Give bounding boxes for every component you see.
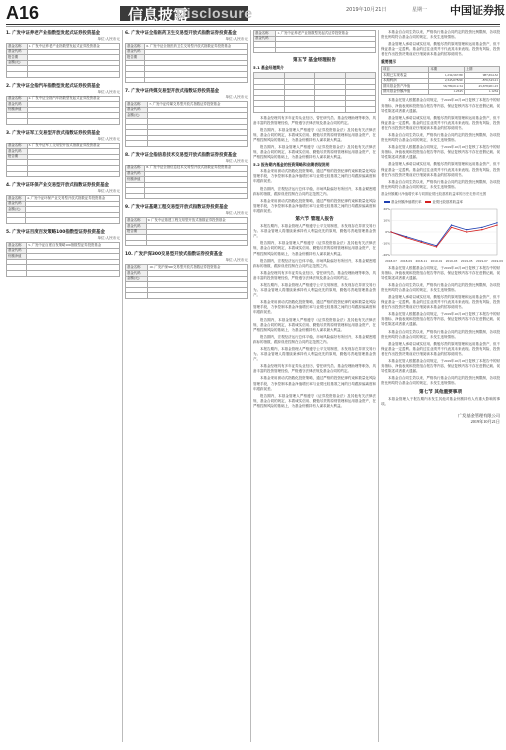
table-cell: 金额(元) (7, 207, 26, 213)
data-point (390, 231, 391, 232)
table-cell: 报告期 (126, 229, 147, 235)
table-row (254, 47, 376, 53)
body-paragraph: 本基金自合同生效以来，严格执行基金合同约定的投资比例限制，各项投资比例均符合基金合同的规定，未发生违规情形。 (381, 179, 500, 189)
table-cell (315, 106, 346, 112)
table-cell: 1. 广发中证养老产业指数型发起式证券投资基金 (27, 44, 119, 50)
fund-block-title: 2. 广发中证全指汽车指数型发起式证券投资基金 (6, 83, 101, 89)
table-cell (7, 218, 26, 224)
table-cell (254, 47, 276, 53)
table-heading: 重要提示 (381, 59, 397, 65)
body-paragraph: 本基金采用被动式指数化投资策略，通过严格的投资纪律约束和数量化风险管理手段，力争控制本基金净值增长率与业绩比较基准之间的日均跟踪偏离度和年跟踪误差。 (253, 198, 376, 213)
data-point (496, 224, 497, 225)
fund-block-unit: 单位:人民币元 (225, 95, 248, 100)
fund-block-title: 4. 广发中证环保产业交易型开放式指数证券投资基金 (6, 183, 109, 189)
x-tick-label: 2018-07 (385, 258, 397, 263)
body-paragraph: 报告期内，宏观经济运行总体平稳，市场风险偏好有所回升，本基金紧密跟踪标的指数，跟踪误差控制在合同约定范围之内。 (253, 334, 376, 344)
fund-block-unit: 单位:人民币元 (97, 136, 120, 141)
body-paragraph: 本基金自合同生效以来，严格执行基金合同约定的投资比例限制，各项投资比例均符合基金合同的规定，未发生违规情形。 (381, 30, 500, 40)
table-cell (7, 271, 27, 277)
table-cell: 2,345,678.90 (429, 78, 464, 84)
fund-block-unit: 单位:人民币元 (225, 158, 248, 163)
page-number: A16 (6, 3, 40, 23)
body-paragraph: 本基金采用被动式指数化投资策略，通过严格的投资纪律约束和数量化风险管理手段，力争控制本基金净值增长率与业绩比较基准之间的日均跟踪偏离度和年跟踪误差。 (253, 300, 376, 315)
x-tick-label: 2019-05 (460, 258, 473, 263)
fund-table (125, 165, 248, 200)
x-tick-label: 2018-11 (415, 258, 428, 263)
fund-block-unit: 单位:人民币元 (225, 258, 248, 263)
data-point (481, 226, 482, 227)
table-cell (7, 118, 28, 124)
subsection-heading: 5.2 报告期内基金的投资策略和业绩表现说明 (253, 162, 330, 168)
body-paragraph: 本基金采用被动式指数化投资策略，通过严格的投资纪律约束和数量化风险管理手段，力争控制本基金净值增长率与业绩比较基准之间的日均跟踪偏离度和年跟踪误差。 (253, 169, 376, 184)
body-paragraph: 基金管理人承诺以诚实信用、勤勉尽责的原则管理和运用基金资产，但不保证基金一定盈利。基金的过往业绩并不代表其未来表现。投资有风险，投资者在作出投资决策前应仔细阅读本基金的招募说明书。 (381, 42, 500, 57)
table-cell (126, 293, 148, 299)
table-cell (284, 106, 315, 112)
body-paragraph: 本基金经理具有多年证券从业经历，曾任研究员、基金经理助理等职务，具备丰富的投资管理经验，严格遵守法律法规及基金合同的约定。 (253, 115, 376, 125)
fund-block-title: 1. 广发中证养老产业指数型发起式证券投资基金 (6, 31, 101, 36)
table-cell (126, 77, 145, 83)
fund-table (125, 101, 248, 147)
table-cell: 987,654.32 (464, 73, 499, 79)
body-paragraph: 基金管理人承诺以诚实信用、勤勉尽责的原则管理和运用基金资产，但不保证基金一定盈利。基金的过往业绩并不代表其未来表现。投资有风险，投资者在作出投资决策前应仔细阅读本基金的招募说明书。 (381, 295, 500, 310)
table-cell (254, 106, 285, 112)
table-cell: 10. 广发沪深300交易型开放式指数证券投资基金 (148, 265, 248, 271)
fund-block-title: 6. 广发中证全指医药卫生交易型开放式指数证券投资基金 (125, 31, 237, 36)
fund-table (125, 264, 248, 299)
table-cell: 基金名称 (126, 265, 148, 271)
table-cell: 4. 广发中证环保产业交易型开放式指数证券投资基金 (26, 196, 120, 202)
fund-table (253, 30, 376, 53)
table-cell: 基金名称 (7, 143, 28, 149)
body-paragraph: 报告期内，本基金管理人严格遵守《证券投资基金法》及其他有关法律法规、基金合同的规定，本着诚实信用、勤勉尽责的原则管理和运用基金资产，在严格控制风险的基础上，为基金份额持有人谋求最大利益。 (253, 145, 376, 160)
table-cell: 报告期 (7, 154, 28, 160)
table-row (126, 77, 248, 83)
fund-block-unit: 单位:人民币元 (97, 89, 120, 94)
x-tick-label: 2019-09 (491, 258, 503, 263)
y-tick-label: 20% (383, 206, 390, 211)
table-cell: 基金代码 (126, 49, 145, 55)
chart-caption: 基金份额累计净值增长率与同期业绩比较基准收益率的历史走势对比图 (381, 191, 487, 196)
data-point (451, 226, 452, 227)
body-paragraph: 本基金托管人根据基金合同规定，于2019年10月18日复核了本报告中的财务指标、净值表现和投资组合报告等内容，保证复核内容不存在虚假记载、误导性陈述或者重大遗漏。 (381, 145, 500, 160)
table-cell: 基金代码 (254, 36, 276, 42)
table-cell: 7. 广发中证传媒交易型开放式指数证券投资基金 (148, 102, 248, 108)
body-paragraph: 基金管理人承诺以诚实信用、勤勉尽责的原则管理和运用基金资产，但不保证基金一定盈利。基金的过往业绩并不代表其未来表现。投资有风险，投资者在作出投资决策前应仔细阅读本基金的招募说明书。 (381, 115, 500, 130)
body-paragraph: 报告期内，本基金管理人严格遵守《证券投资基金法》及其他有关法律法规、基金合同的规定，本着诚实信用、勤勉尽责的原则管理和运用基金资产，在严格控制风险的基础上，为基金份额持有人谋求最大利益。 (253, 127, 376, 142)
body-paragraph: 本基金经理具有多年证券从业经历，曾任研究员、基金经理助理等职务，具备丰富的投资管理经验，严格遵守法律法规及基金合同的约定。 (253, 364, 376, 374)
fund-block (6, 83, 120, 125)
table-cell: 份额净值 (7, 254, 27, 260)
table-cell: 8. 广发中证全指信息技术交易型开放式指数证券投资基金 (145, 165, 248, 171)
table-cell: 1,234,567.89 (429, 73, 464, 79)
table-cell: 基金名称 (126, 165, 145, 171)
fund-block (6, 182, 120, 224)
fund-block (6, 30, 120, 78)
x-tick-label: 2018-09 (400, 258, 412, 263)
y-tick-label: 10% (383, 218, 390, 223)
table-cell (145, 77, 248, 83)
signature-org: 广发基金管理有限公司 (458, 412, 500, 418)
body-paragraph: 报告期内，宏观经济运行总体平稳，市场风险偏好有所回升，本基金紧密跟踪标的指数，跟踪误差控制在合同约定范围之内。 (253, 258, 376, 268)
fund-block (125, 251, 248, 299)
body-paragraph: 报告期内，宏观经济运行总体平稳，市场风险偏好有所回升，本基金紧密跟踪标的指数，跟踪误差控制在合同约定范围之内。 (253, 186, 376, 196)
fund-table (125, 43, 248, 83)
legend-label: 业绩比较基准收益率 (432, 199, 463, 204)
table-cell: 56,789,012.34 (429, 84, 464, 90)
data-point (466, 229, 467, 230)
table-cell: 9. 广发中证基建工程交易型开放式指数证券投资基金 (146, 218, 247, 224)
table-cell: 本期利润 (382, 78, 429, 84)
fund-block-title: 7. 广发中证传媒交易型开放式指数证券投资基金 (125, 89, 220, 95)
body-paragraph: 本报告期内，本基金管理人严格遵守公平交易制度，未发现存在异常交易行为。本基金管理人将继续秉承持有人利益优先的原则，勤勉尽责地管理基金资产。 (253, 347, 376, 362)
table-cell: 基金代码 (126, 171, 145, 177)
table-cell: 1.1234 (464, 89, 499, 95)
body-paragraph: 报告期内，本基金管理人严格遵守《证券投资基金法》及其他有关法律法规、基金合同的规定，本着诚实信用、勤勉尽责的原则管理和运用基金资产，在严格控制风险的基础上，为基金份额持有人谋求最大利益。 (253, 317, 376, 332)
table-row (7, 171, 120, 177)
data-point (405, 237, 406, 238)
fund-block (6, 229, 120, 277)
fund-block (125, 204, 248, 246)
table-row (126, 193, 248, 199)
fund-block-unit: 单位:人民币元 (225, 211, 248, 216)
x-tick-label: 2019-03 (445, 258, 458, 263)
table-cell: 期末基金资产净值 (382, 84, 429, 90)
body-paragraph: 本基金托管人根据基金合同规定，于2019年10月18日复核了本报告中的财务指标、净值表现和投资组合报告等内容，保证复核内容不存在虚假记载、误导性陈述或者重大遗漏。 (381, 359, 500, 374)
x-tick-label: 2019-01 (430, 258, 443, 263)
body-paragraph: 本基金自合同生效以来，严格执行基金合同约定的投资比例限制，各项投资比例均符合基金合同的规定，未发生违规情形。 (381, 376, 500, 386)
column-1 (6, 30, 120, 742)
body-paragraph: 报告期内，本基金管理人严格遵守《证券投资基金法》及其他有关法律法规、基金合同的规定，本着诚实信用、勤勉尽责的原则管理和运用基金资产，在严格控制风险的基础上，为基金份额持有人谋求最大利益。 (253, 241, 376, 256)
column-divider (122, 30, 123, 742)
body-paragraph: 本基金自合同生效以来，严格执行基金合同约定的投资比例限制，各项投资比例均符合基金合同的规定，未发生违规情形。 (381, 329, 500, 339)
fund-block-title: 3. 广发中证军工交易型开放式指数证券投资基金 (6, 130, 101, 136)
fund-table (6, 143, 120, 178)
fund-block-unit: 单位:人民币元 (97, 236, 120, 241)
data-point (451, 224, 452, 225)
table-row (7, 218, 120, 224)
table-cell: 基金名称 (7, 44, 28, 50)
table-cell: 基金代码 (7, 248, 27, 254)
table-cell (148, 293, 248, 299)
legend-swatch (384, 201, 390, 203)
table-cell: 报告期 (126, 55, 145, 61)
table-cell: 基金名称 (7, 96, 28, 102)
y-tick-label: -10% (382, 241, 390, 246)
table-cell: 基金名称 (7, 243, 27, 249)
table-row (382, 89, 500, 95)
body-paragraph: 本基金管理人于报告期内未发生其他对基金份额持有人有重大影响的事项。 (381, 396, 500, 406)
masthead-rule-thin (6, 26, 500, 27)
table-cell (27, 71, 119, 77)
fund-block-title: 10. 广发沪深300交易型开放式指数证券投资基金 (125, 252, 223, 258)
table-cell (26, 218, 120, 224)
body-paragraph: 报告期内，本基金管理人严格遵守《证券投资基金法》及其他有关法律法规、基金合同的规定，本着诚实信用、勤勉尽责的原则管理和运用基金资产，在严格控制风险的基础上，为基金份额持有人谋求最大利益。 (253, 393, 376, 408)
table-cell: 期末基金份额净值 (382, 89, 429, 95)
fund-block-title: 8. 广发中证全指信息技术交易型开放式指数证券投资基金 (125, 152, 237, 158)
section-heading: 第七节 其他重要事项 (419, 389, 462, 395)
fund-table (125, 217, 248, 246)
fund-block (125, 88, 248, 147)
fund-table (6, 43, 120, 78)
table-cell: 基金代码 (7, 201, 26, 207)
table-cell (27, 118, 119, 124)
table-row (7, 271, 120, 277)
table-cell: 5. 广发中证百度百发策略100指数型证券投资基金 (27, 243, 120, 249)
table-cell: 份额净值 (126, 177, 145, 183)
table-cell: 金额(元) (126, 113, 148, 119)
table-cell: 本期已实现收益 (382, 73, 429, 79)
table-cell (146, 240, 247, 246)
table-cell: 本期 (429, 67, 464, 73)
table-cell (7, 171, 28, 177)
body-paragraph: 本基金经理具有多年证券从业经历，曾任研究员、基金经理助理等职务，具备丰富的投资管理经验，严格遵守法律法规及基金合同的约定。 (253, 270, 376, 280)
legend-label: 基金份额净值增长率 (391, 199, 422, 204)
body-paragraph: 本基金托管人根据基金合同规定，于2019年10月18日复核了本报告中的财务指标、净值表现和投资组合报告等内容，保证复核内容不存在虚假记载、误导性陈述或者重大遗漏。 (381, 98, 500, 113)
table-cell (145, 193, 248, 199)
table-cell: -876,543.21 (464, 78, 499, 84)
signature-date: 2019年10月21日 (470, 418, 500, 424)
table-row (7, 118, 120, 124)
fund-block-unit: 单位:人民币元 (225, 37, 248, 41)
section-heading: 第五节 基金经理报告 (293, 58, 336, 64)
table-row (126, 293, 248, 299)
table-cell: 基金代码 (7, 102, 28, 108)
issue-date: 2019年10月21日 (346, 7, 387, 13)
table-cell: 基金代码 (126, 224, 147, 230)
table-cell: 6. 广发中证全指医药卫生交易型开放式指数证券投资基金 (145, 44, 248, 50)
table-row (254, 106, 376, 112)
table-cell: 基金代码 (126, 271, 148, 277)
body-paragraph: 本基金采用被动式指数化投资策略，通过严格的投资纪律约束和数量化风险管理手段，力争控制本基金净值增长率与业绩比较基准之间的日均跟踪偏离度和年跟踪误差。 (253, 376, 376, 391)
body-paragraph: 本报告期内，本基金管理人严格遵守公平交易制度，未发现存在异常交易行为。本基金管理人将继续秉承持有人利益优先的原则，勤勉尽责地管理基金资产。 (253, 224, 376, 239)
fund-block-title: 5. 广发中证百度百发策略100指数型证券投资基金 (6, 230, 105, 236)
table-row (126, 141, 248, 147)
data-point (466, 231, 467, 232)
masthead-rule (6, 24, 500, 25)
y-tick-label: 0% (385, 229, 390, 234)
column-divider (378, 30, 379, 742)
table-cell: 基金代码 (126, 107, 148, 113)
table-cell: 上期 (464, 67, 499, 73)
table-cell (148, 141, 248, 147)
table-cell: 2. 广发中证全指汽车指数型发起式证券投资基金 (27, 96, 119, 102)
data-point (481, 229, 482, 230)
fund-block (125, 30, 248, 83)
fund-block-unit: 单位:人民币元 (97, 37, 120, 41)
body-paragraph: 本报告期内，本基金管理人严格遵守公平交易制度，未发现存在异常交易行为。本基金管理人将继续秉承持有人利益优先的原则，勤勉尽责地管理基金资产。 (253, 282, 376, 298)
body-paragraph: 本基金自合同生效以来，严格执行基金合同约定的投资比例限制，各项投资比例均符合基金合同的规定，未发生违规情形。 (381, 133, 500, 143)
table-cell: 基金名称 (7, 196, 26, 202)
table-cell: 1. 广发中证养老产业指数型发起式证券投资基金 (276, 31, 376, 37)
table-cell (345, 106, 376, 112)
fund-block-unit: 单位:人民币元 (97, 189, 120, 194)
issue-day: 星期一 (412, 7, 428, 13)
table-cell (126, 240, 147, 246)
table-row (126, 240, 248, 246)
table-cell: 45,678,901.23 (464, 84, 499, 90)
table-cell: 基金名称 (126, 102, 148, 108)
table-cell: 基金名称 (126, 218, 147, 224)
table-cell: 1.2345 (429, 89, 464, 95)
body-paragraph: 本基金托管人根据基金合同规定，于2019年10月18日复核了本报告中的财务指标、净值表现和投资组合报告等内容，保证复核内容不存在虚假记载、误导性陈述或者重大遗漏。 (381, 265, 500, 280)
subsection-heading: 5.1 基金经理简介 (253, 65, 284, 71)
table-cell: 基金代码 (7, 149, 28, 155)
fund-table (6, 195, 120, 224)
signature-block (381, 413, 500, 425)
table-cell (27, 171, 119, 177)
data-point (421, 241, 422, 242)
column-divider (250, 30, 251, 742)
table-cell: 基金名称 (254, 31, 276, 37)
body-paragraph: 本基金托管人根据基金合同规定，于2019年10月18日复核了本报告中的财务指标、净值表现和投资组合报告等内容，保证复核内容不存在虚假记载、误导性陈述或者重大遗漏。 (381, 312, 500, 327)
x-tick-label: 2019-07 (476, 258, 488, 263)
masthead (0, 0, 506, 26)
data-point (436, 246, 437, 247)
body-paragraph: 基金管理人承诺以诚实信用、勤勉尽责的原则管理和运用基金资产，但不保证基金一定盈利。基金的过往业绩并不代表其未来表现。投资有风险，投资者在作出投资决策前应仔细阅读本基金的招募说明书。 (381, 162, 500, 177)
fund-block-title: 9. 广发中证基建工程交易型开放式指数证券投资基金 (125, 205, 228, 211)
column-3 (253, 30, 376, 742)
fund-table (6, 242, 120, 277)
column-4 (381, 30, 503, 742)
table-cell: 基金代码 (7, 49, 28, 55)
table-cell (27, 271, 120, 277)
table-row (7, 71, 120, 77)
legend-swatch (425, 201, 431, 203)
table-cell (126, 193, 145, 199)
newspaper-logo: 中国证券报 (450, 4, 505, 17)
financial-table (381, 66, 500, 95)
body-paragraph: 本基金自合同生效以来，严格执行基金合同约定的投资比例限制，各项投资比例均符合基金合同的规定，未发生违规情形。 (381, 282, 500, 292)
table-cell: 金额(元) (126, 276, 148, 282)
section-title-cn: 信息披露 (128, 6, 189, 24)
fund-block (6, 130, 120, 178)
table-cell: 3. 广发中证军工交易型开放式指数证券投资基金 (27, 143, 119, 149)
section-title-en: Disclosure (176, 5, 253, 21)
data-point (496, 222, 497, 223)
fund-table (6, 96, 120, 125)
column-2 (125, 30, 248, 742)
y-tick-label: -20% (382, 252, 390, 257)
table-cell (276, 47, 376, 53)
table-cell: 项目 (382, 67, 429, 73)
performance-line-chart (381, 206, 503, 264)
series-line (391, 222, 497, 245)
table-cell: 基金名称 (126, 44, 145, 50)
fund-block (125, 152, 248, 200)
table-cell: 金额(元) (7, 60, 28, 66)
table-cell: 报告期 (7, 55, 28, 61)
table-cell (126, 141, 148, 147)
body-paragraph: 基金管理人承诺以诚实信用、勤勉尽责的原则管理和运用基金资产，但不保证基金一定盈利。基金的过往业绩并不代表其未来表现。投资有风险，投资者在作出投资决策前应仔细阅读本基金的招募说明书。 (381, 341, 500, 356)
table-cell (7, 71, 28, 77)
chart-legend (381, 199, 500, 204)
table-cell: 份额净值 (7, 107, 28, 113)
section-heading: 第六节 管理人报告 (295, 217, 334, 223)
manager-table (253, 72, 376, 112)
